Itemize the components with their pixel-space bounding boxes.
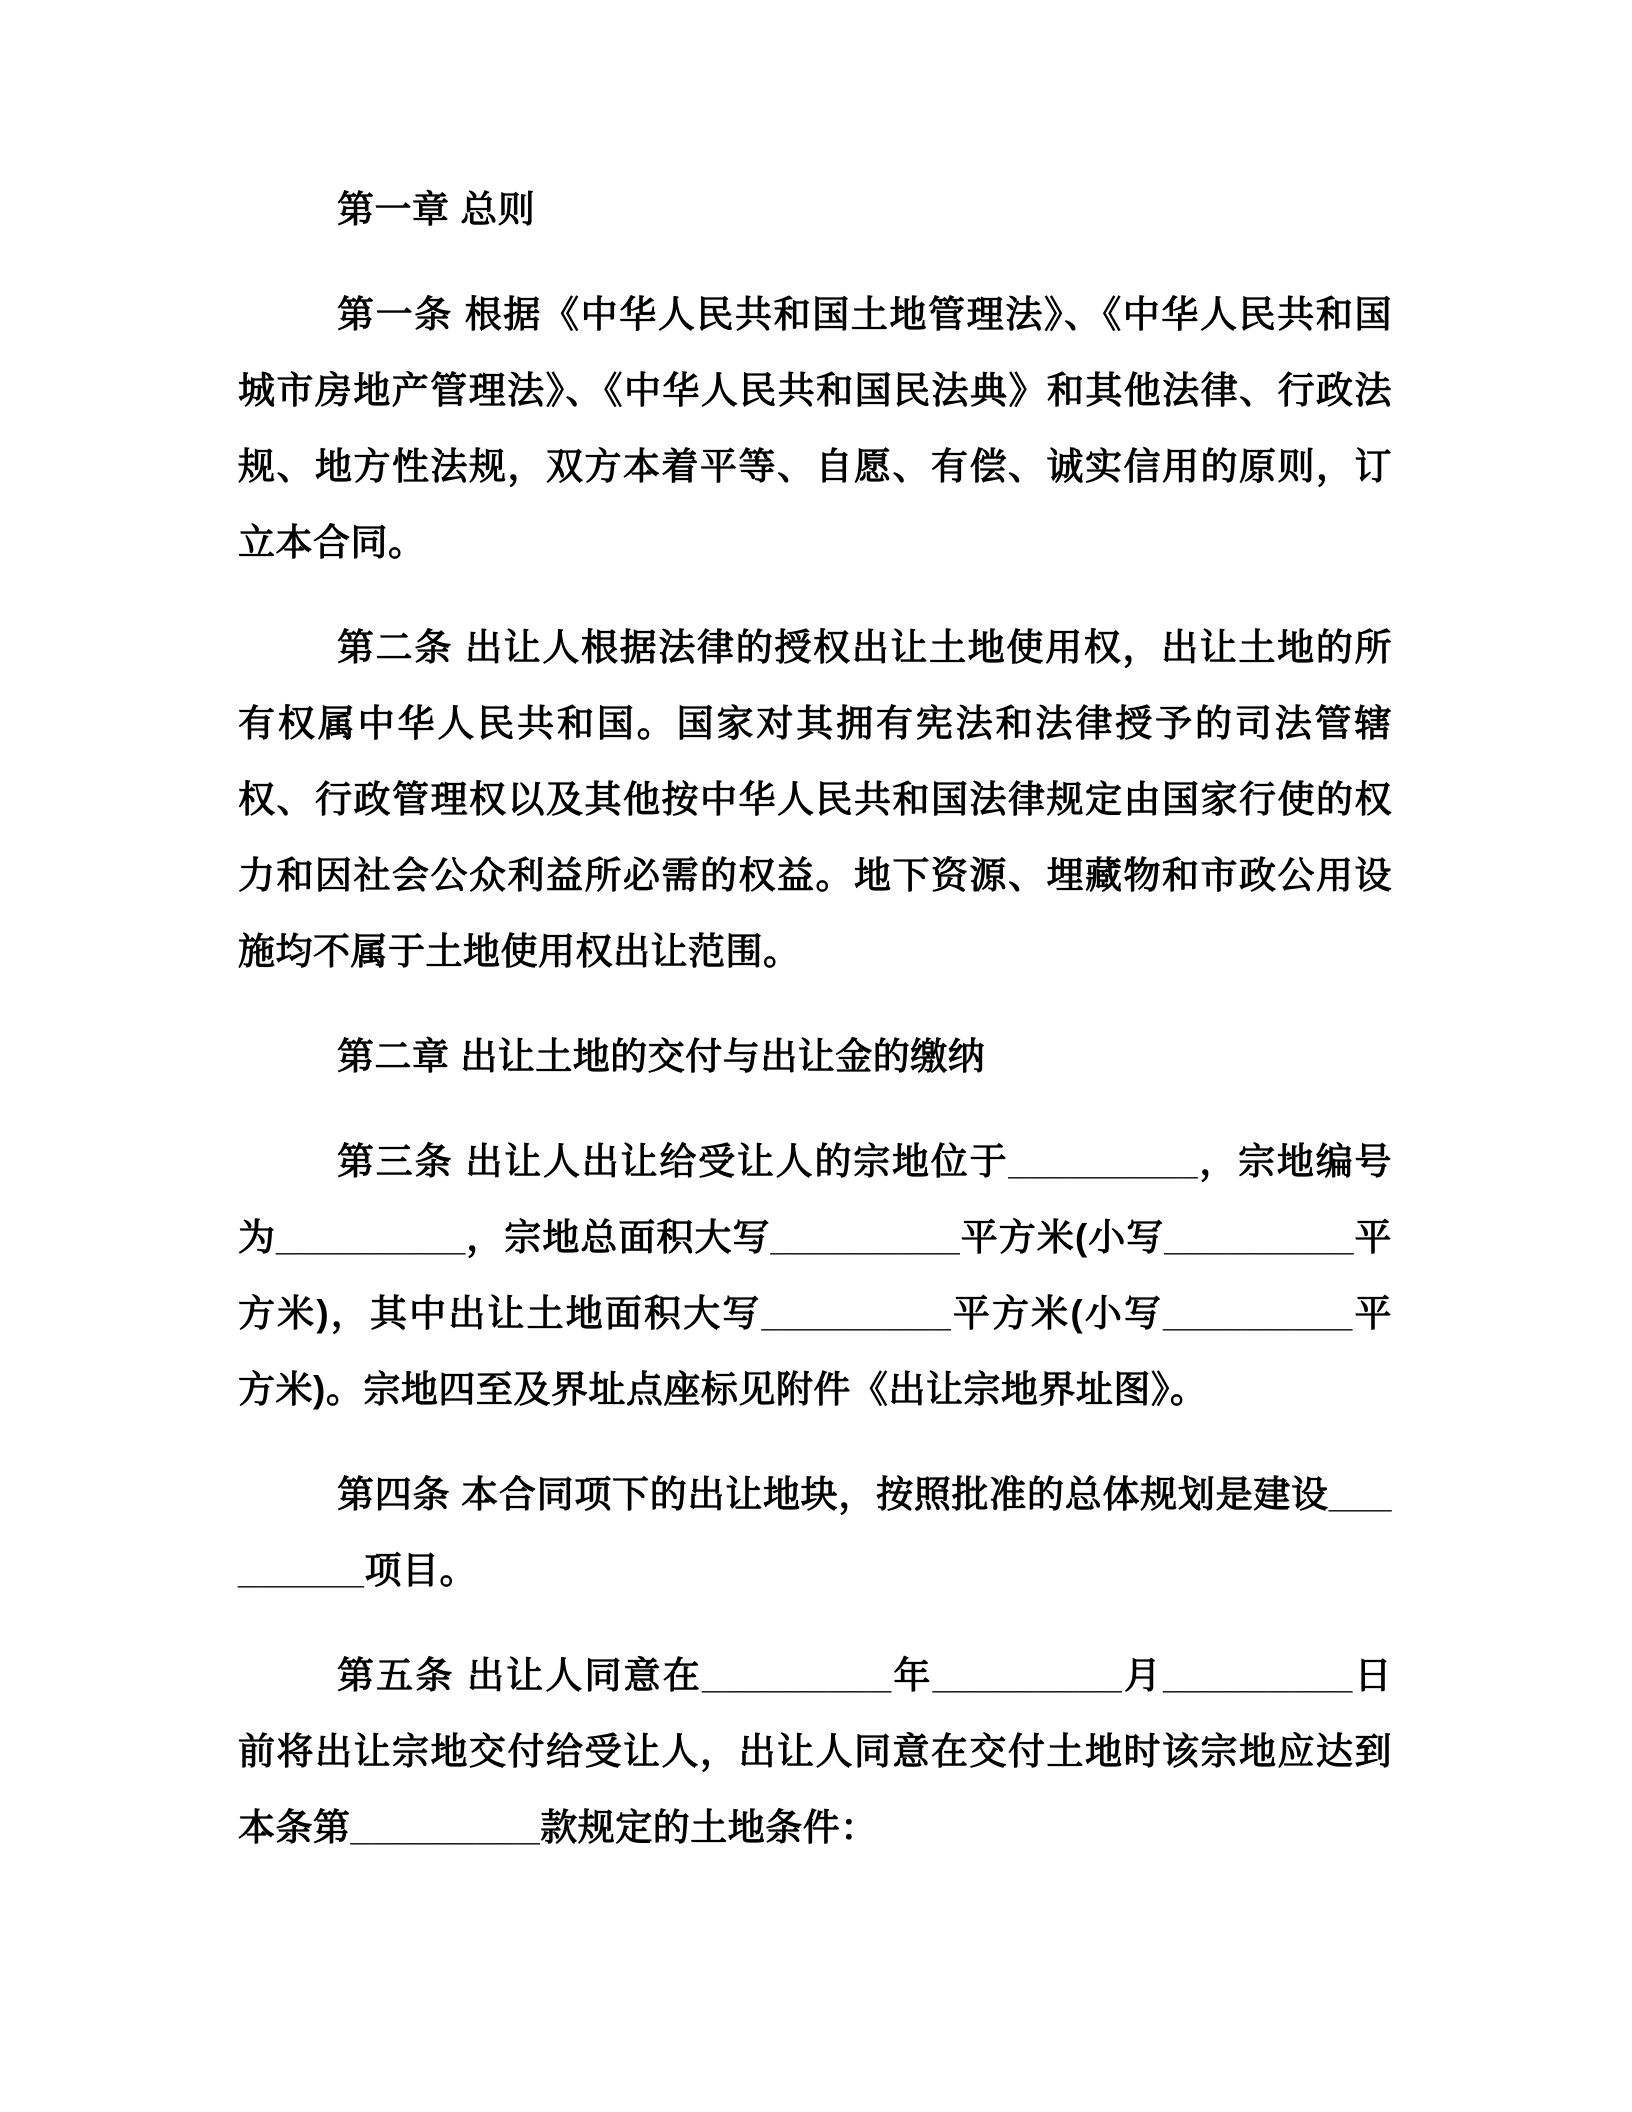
contract-paragraph: 第二条 出让人根据法律的授权出让土地使用权，出让土地的所有权属中华人民共和国。国家对其拥有宪法和法律授予的司法管辖权、行政管理权以及其他按中华人民共和国法律规定由国家行使的权力和因社会公众利益所必需的权益。地下资源、埋藏物和市政公用设施均不属于土地使用权出让范围。: [238, 627, 1392, 972]
contract-paragraph: 第五条 出让人同意在_________年_________月_________日前将出让宗地交付给受让人，出让人同意在交付土地时该宗地应达到本条第_________款规定的土地条件：: [238, 1655, 1392, 1848]
contract-paragraph: 第四条 本合同项下的出让地块，按照批准的总体规划是建设_________项目。: [238, 1474, 1392, 1591]
contract-paragraph: 第一条 根据《中华人民共和国土地管理法》、《中华人民共和国城市房地产管理法》、《中华人民共和国民法典》和其他法律、行政法规、地方性法规，双方本着平等、自愿、有偿、诚实信用的原则，订立本合同。: [238, 294, 1392, 563]
contract-paragraph: 第三条 出让人出让给受让人的宗地位于_________，宗地编号为_________，宗地总面积大写_________平方米(小写_________平方米)，其中出让土地面积大写_________平方米(小写_________平方米)。宗地四至及界址点座标见附件《出让宗地界址图》。: [238, 1141, 1392, 1410]
chapter-heading: 第二章 出让土地的交付与出让金的缴纳: [337, 1036, 986, 1077]
chapter-heading: 第一章 总则: [337, 189, 536, 230]
